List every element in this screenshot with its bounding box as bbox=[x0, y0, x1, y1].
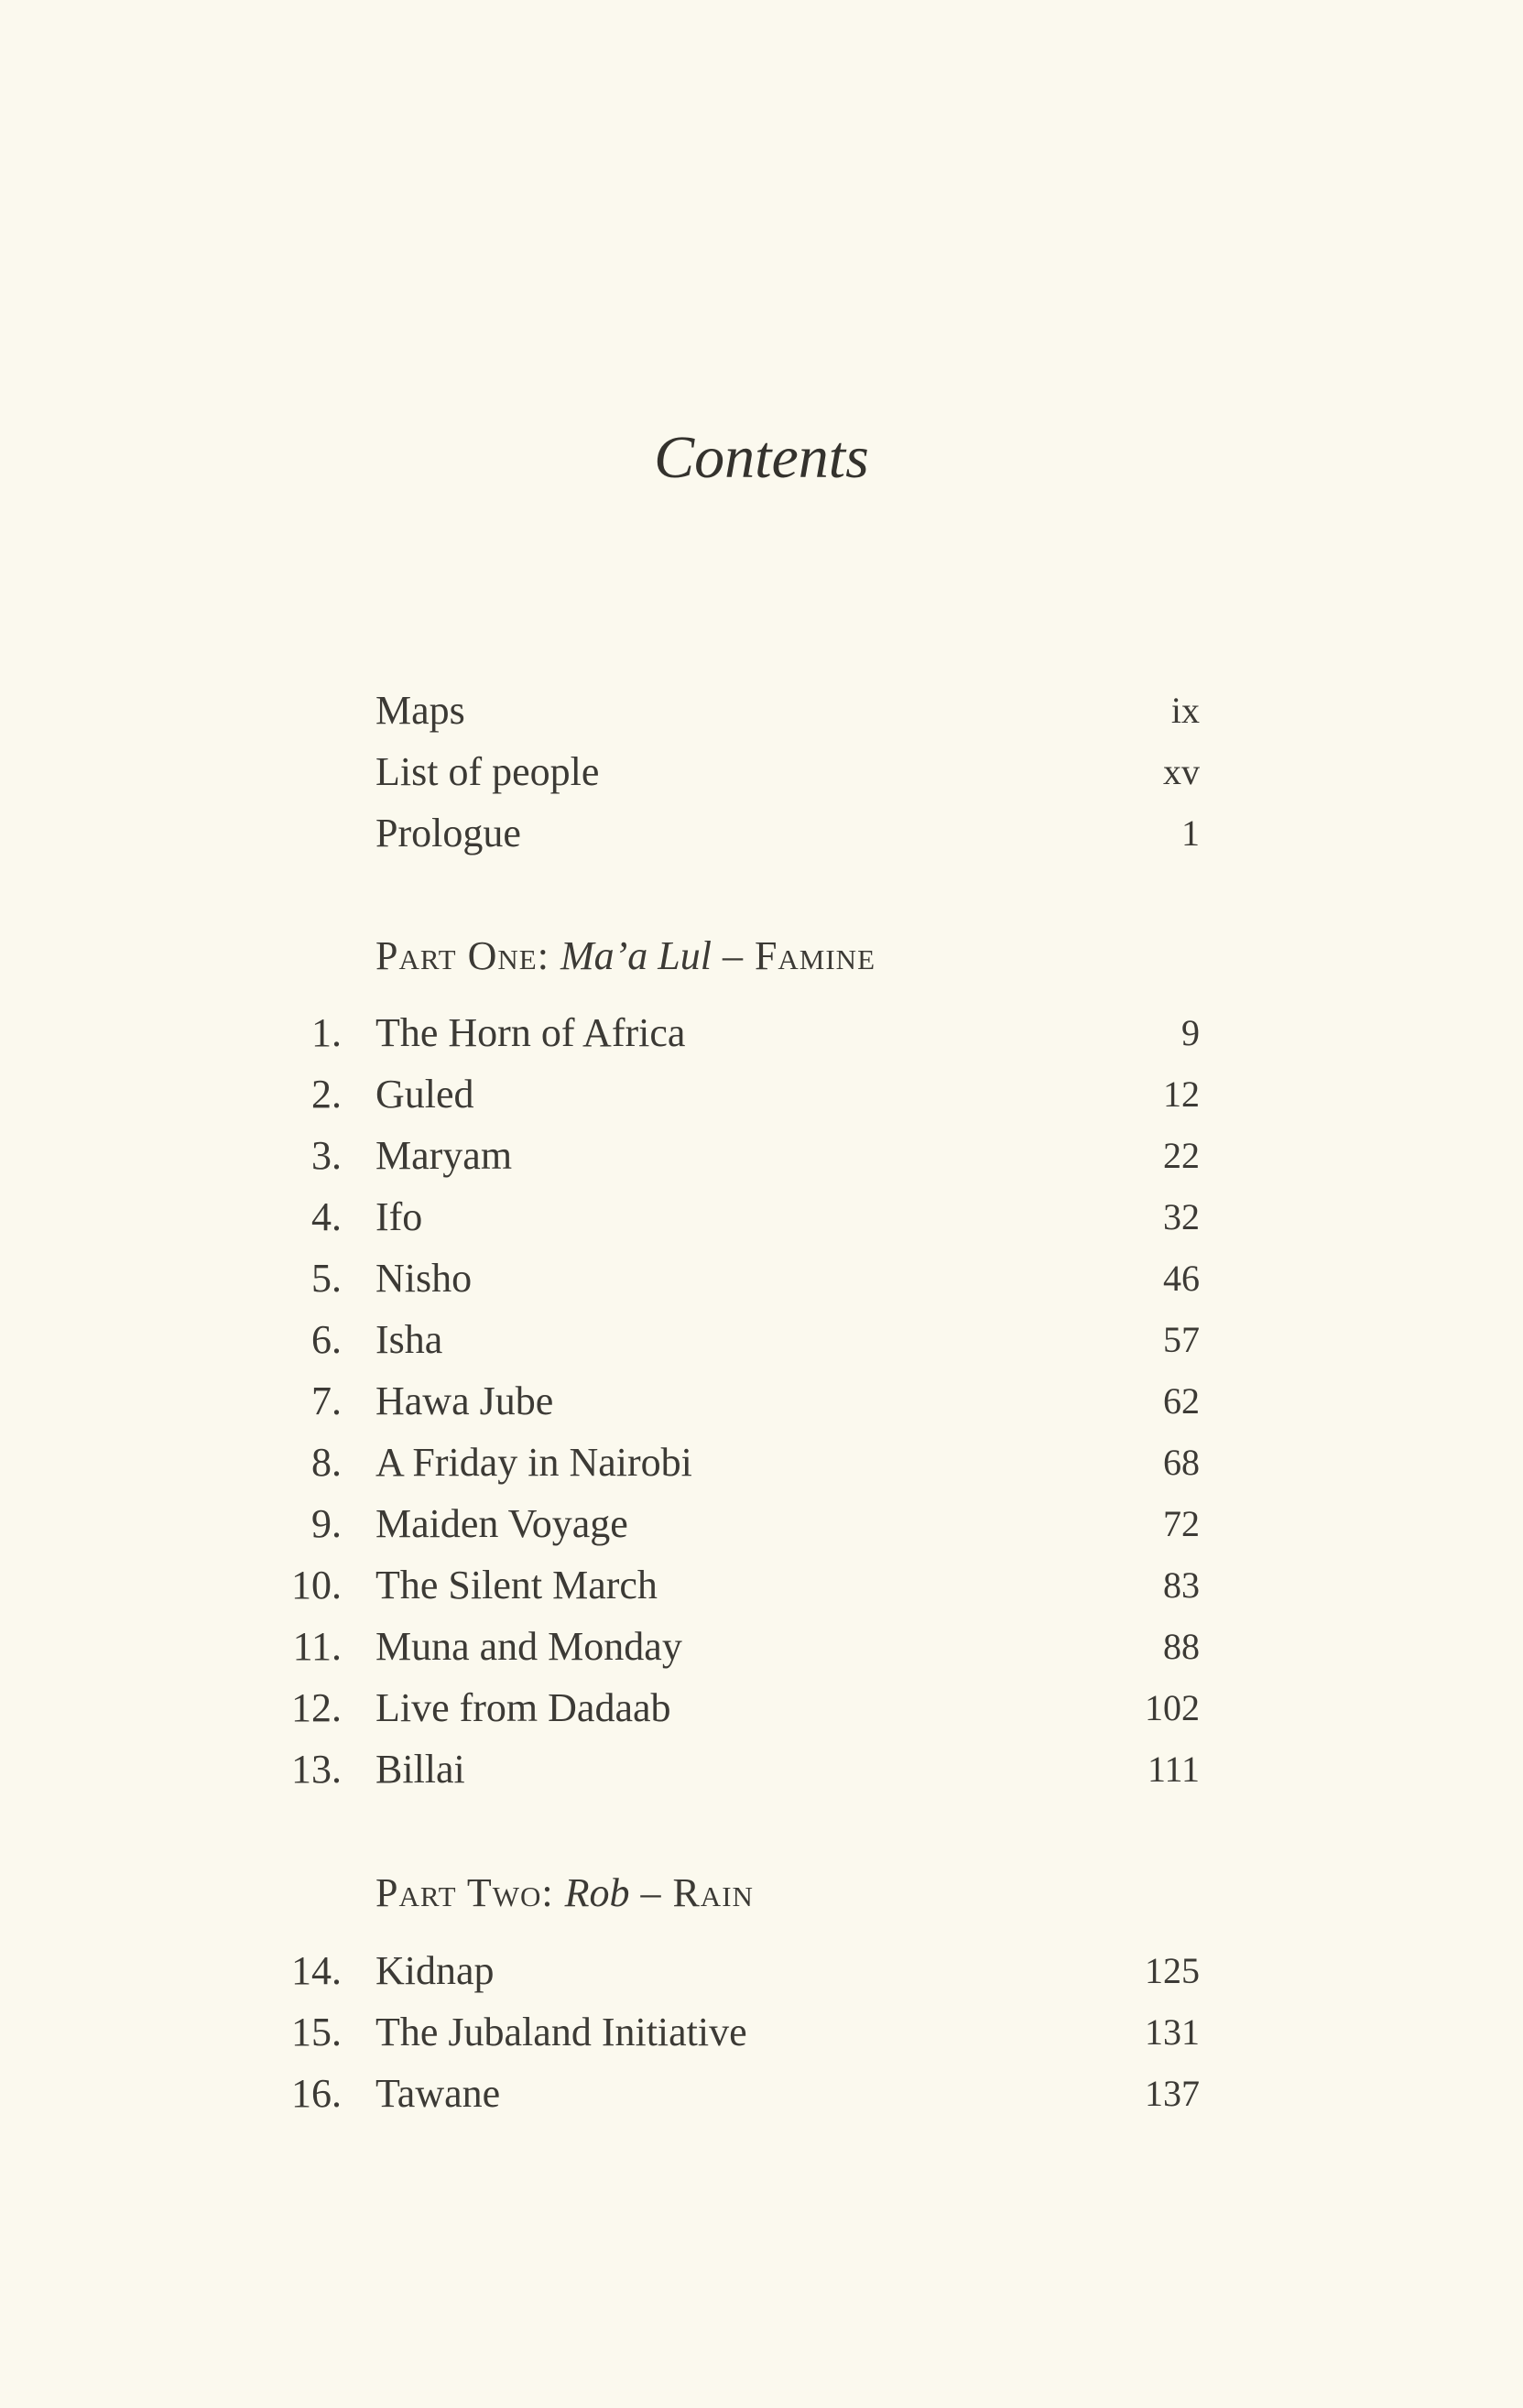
chapter-title: Maiden Voyage bbox=[375, 1501, 628, 1546]
part-two-somali-title: Rob bbox=[564, 1870, 630, 1915]
toc-chapter-5[interactable] bbox=[0, 1248, 1523, 1309]
chapter-number: 9. bbox=[311, 1501, 342, 1546]
chapter-title: Billai bbox=[375, 1747, 465, 1792]
toc-chapter-6[interactable] bbox=[0, 1309, 1523, 1370]
chapter-number: 15. bbox=[291, 2010, 342, 2054]
part-two-prefix: Part Two: bbox=[375, 1870, 554, 1915]
chapter-page: 62 bbox=[1163, 1380, 1200, 1422]
chapter-number: 4. bbox=[311, 1194, 342, 1239]
chapter-number: 12. bbox=[291, 1685, 342, 1730]
chapter-title: The Silent March bbox=[375, 1563, 658, 1607]
chapter-title: Tawane bbox=[375, 2071, 501, 2116]
toc-chapter-8[interactable] bbox=[0, 1432, 1523, 1493]
chapter-number: 14. bbox=[291, 1948, 342, 1993]
chapter-title: Isha bbox=[375, 1317, 443, 1362]
part-one-prefix: Part One: bbox=[375, 933, 549, 978]
part-two-english-title: – Rain bbox=[640, 1870, 754, 1915]
chapter-title: The Horn of Africa bbox=[375, 1010, 686, 1055]
chapter-page: 72 bbox=[1163, 1503, 1200, 1544]
chapter-number: 16. bbox=[291, 2071, 342, 2116]
chapter-page: 12 bbox=[1163, 1073, 1200, 1115]
chapter-page: 125 bbox=[1145, 1950, 1200, 1991]
toc-chapter-3[interactable] bbox=[0, 1125, 1523, 1186]
chapter-page: 83 bbox=[1163, 1564, 1200, 1606]
toc-chapter-15[interactable] bbox=[0, 2001, 1523, 2063]
toc-chapter-13[interactable] bbox=[0, 1738, 1523, 1800]
part-one-english-title: – Famine bbox=[722, 933, 876, 978]
toc-chapter-14[interactable] bbox=[0, 1940, 1523, 2001]
chapter-page: 57 bbox=[1163, 1319, 1200, 1360]
toc-chapter-10[interactable] bbox=[0, 1554, 1523, 1616]
chapter-number: 2. bbox=[311, 1072, 342, 1117]
part-one-somali-title: Ma’a Lul bbox=[560, 933, 712, 978]
chapter-title: Guled bbox=[375, 1072, 474, 1117]
chapter-title: A Friday in Nairobi bbox=[375, 1440, 692, 1485]
toc-chapter-16[interactable] bbox=[0, 2063, 1523, 2124]
toc-entry-page: 1 bbox=[1181, 812, 1200, 854]
chapter-page: 9 bbox=[1181, 1012, 1200, 1053]
toc-chapter-7[interactable] bbox=[0, 1370, 1523, 1432]
toc-entry-page: ix bbox=[1170, 690, 1200, 731]
chapter-title: Nisho bbox=[375, 1256, 473, 1301]
chapter-number: 7. bbox=[311, 1378, 342, 1423]
part-two-heading bbox=[375, 1862, 754, 1923]
chapter-page: 131 bbox=[1145, 2011, 1200, 2053]
toc-entry-prologue[interactable] bbox=[0, 802, 1523, 864]
chapter-title: Live from Dadaab bbox=[375, 1685, 671, 1730]
toc-chapter-1[interactable] bbox=[0, 1002, 1523, 1063]
toc-chapter-9[interactable] bbox=[0, 1493, 1523, 1554]
chapter-title: Maryam bbox=[375, 1133, 513, 1178]
toc-entry-maps[interactable] bbox=[0, 680, 1523, 741]
chapter-page: 111 bbox=[1147, 1749, 1200, 1790]
toc-entry-list-of-people[interactable] bbox=[0, 741, 1523, 802]
chapter-number: 10. bbox=[291, 1563, 342, 1607]
chapter-title: Hawa Jube bbox=[375, 1378, 554, 1423]
chapter-page: 137 bbox=[1145, 2073, 1200, 2114]
chapter-title: Kidnap bbox=[375, 1948, 495, 1993]
chapter-number: 13. bbox=[291, 1747, 342, 1792]
chapter-page: 88 bbox=[1163, 1626, 1200, 1667]
chapter-title: Ifo bbox=[375, 1194, 423, 1239]
chapter-number: 1. bbox=[311, 1010, 342, 1055]
toc-entry-label: List of people bbox=[375, 749, 600, 794]
chapter-number: 8. bbox=[311, 1440, 342, 1485]
chapter-number: 3. bbox=[311, 1133, 342, 1178]
chapter-page: 68 bbox=[1163, 1442, 1200, 1483]
chapter-number: 6. bbox=[311, 1317, 342, 1362]
chapter-page: 22 bbox=[1163, 1135, 1200, 1176]
chapter-number: 11. bbox=[292, 1624, 342, 1669]
toc-entry-label: Prologue bbox=[375, 811, 521, 855]
toc-chapter-4[interactable] bbox=[0, 1186, 1523, 1248]
toc-chapter-2[interactable] bbox=[0, 1063, 1523, 1125]
toc-chapter-12[interactable] bbox=[0, 1677, 1523, 1738]
chapter-title: The Jubaland Initiative bbox=[375, 2010, 747, 2054]
chapter-page: 46 bbox=[1163, 1258, 1200, 1299]
chapter-page: 32 bbox=[1163, 1196, 1200, 1237]
page-title: Contents bbox=[654, 424, 869, 491]
part-one-heading bbox=[375, 925, 876, 986]
toc-chapter-11[interactable] bbox=[0, 1616, 1523, 1677]
chapter-number: 5. bbox=[311, 1256, 342, 1301]
toc-entry-label: Maps bbox=[375, 688, 465, 733]
toc-entry-page: xv bbox=[1163, 751, 1200, 792]
chapter-page: 102 bbox=[1145, 1687, 1200, 1728]
chapter-title: Muna and Monday bbox=[375, 1624, 682, 1669]
